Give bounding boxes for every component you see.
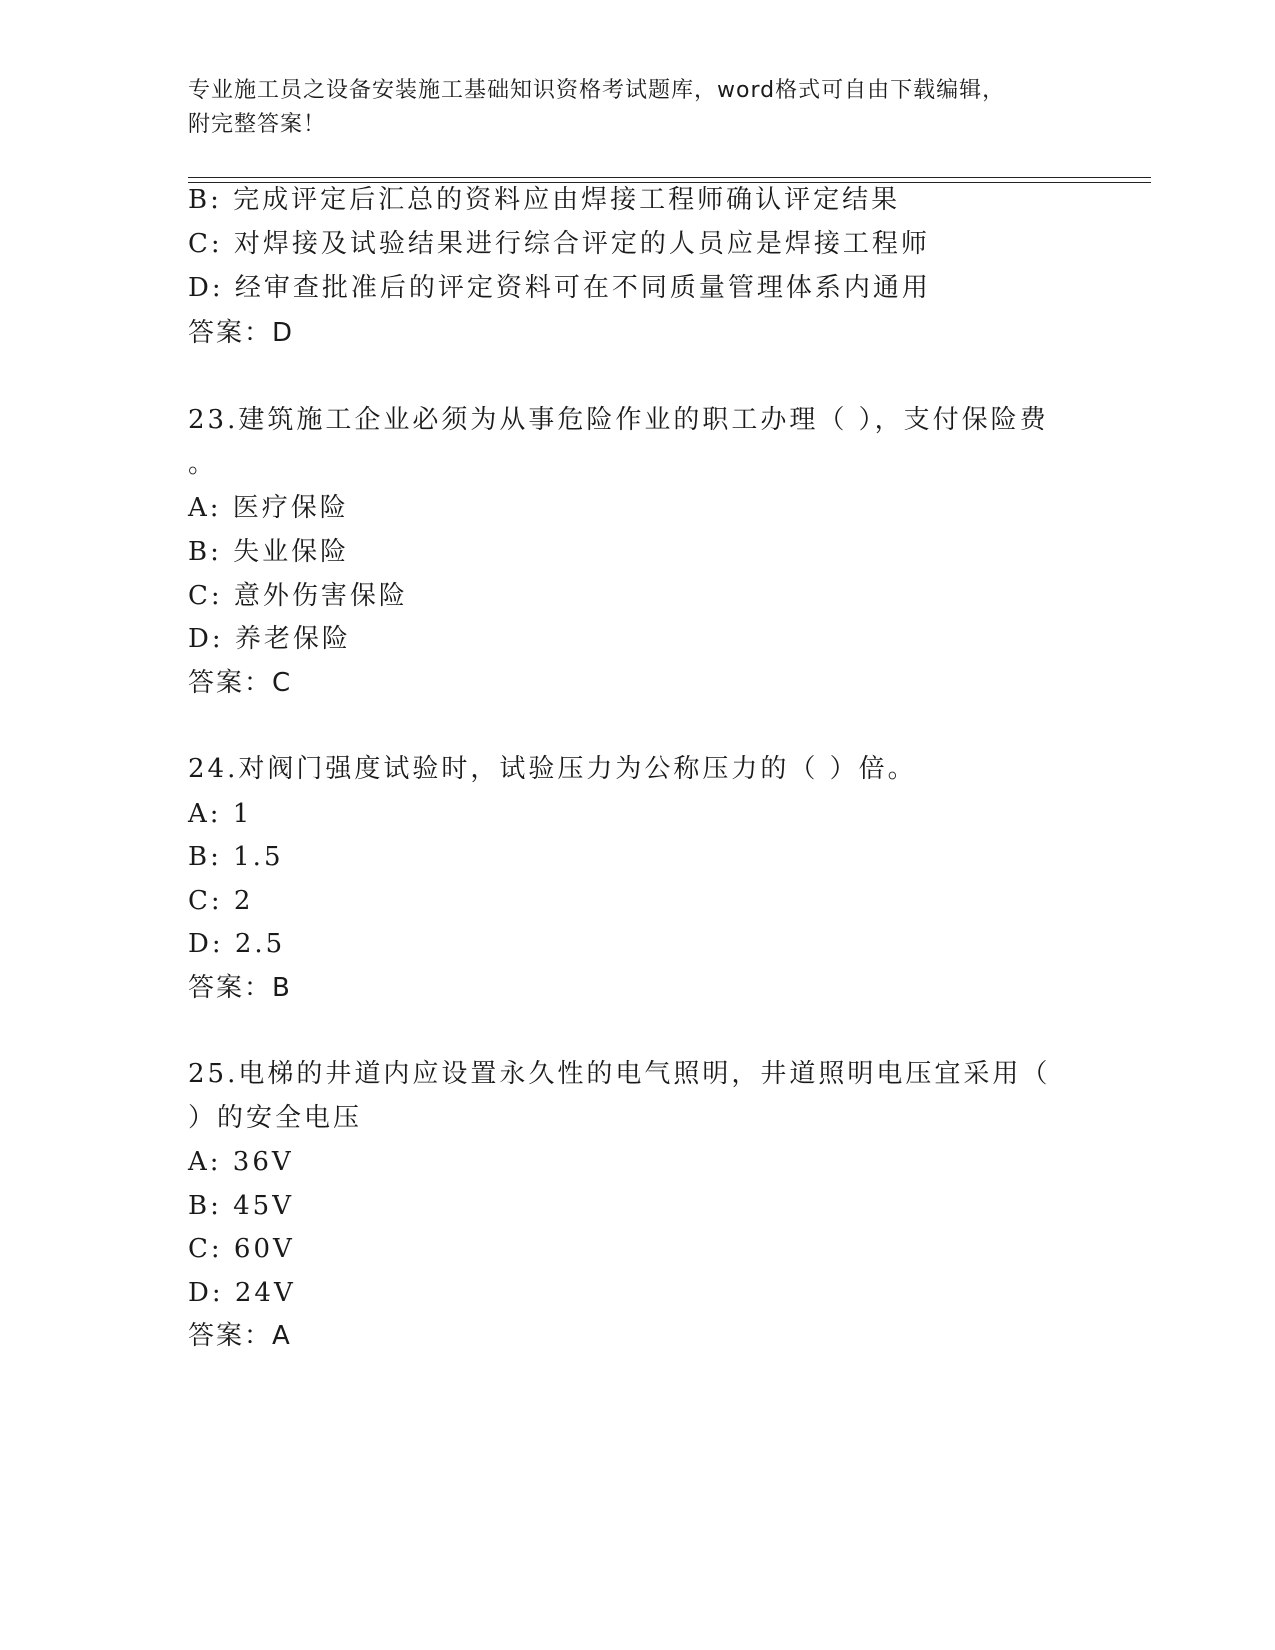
q24-stem-line-1: 24.对阀门强度试验时，试验压力为公称压力的（ ）倍。 — [188, 754, 917, 784]
q24-option-a: A: 1 — [188, 799, 253, 829]
q25-option-a: A: 36V — [188, 1147, 294, 1177]
q23-option-d: D: 养老保险 — [188, 624, 351, 654]
q23-stem-line-1: 23.建筑施工企业必须为从事危险作业的职工办理（ ），支付保险费 — [188, 405, 1049, 435]
q23-answer: 答案：C — [188, 668, 293, 698]
q24-option-c: C: 2 — [188, 886, 254, 916]
q24-option-d: D: 2.5 — [188, 929, 286, 959]
q23-option-a: A: 医疗保险 — [188, 493, 349, 523]
q23-stem-line-2: 。 — [188, 449, 218, 479]
q23-option-b: B: 失业保险 — [188, 537, 350, 567]
q25-option-b: B: 45V — [188, 1191, 294, 1221]
document-header — [188, 74, 1088, 142]
header-line-1: 专业施工员之设备安装施工基础知识资格考试题库，word格式可自由下载编辑， — [188, 78, 1006, 103]
q25-option-d: D: 24V — [188, 1278, 296, 1308]
q25-stem-line-1: 25.电梯的井道内应设置永久性的电气照明，井道照明电压宜采用（ — [188, 1059, 1051, 1089]
q22-answer: 答案：D — [188, 318, 295, 348]
q22-option-d: D: 经审查批准后的评定资料可在不同质量管理体系内通用 — [188, 273, 931, 303]
q22-option-b: B: 完成评定后汇总的资料应由焊接工程师确认评定结果 — [188, 185, 901, 215]
q24-option-b: B: 1.5 — [188, 842, 284, 872]
q25-stem-line-2: ）的安全电压 — [188, 1103, 363, 1133]
q25-option-c: C: 60V — [188, 1234, 295, 1264]
q25-answer: 答案：A — [188, 1321, 292, 1351]
q22-option-c: C: 对焊接及试验结果进行综合评定的人员应是焊接工程师 — [188, 229, 930, 259]
q23-option-c: C: 意外伤害保险 — [188, 581, 408, 611]
q24-answer: 答案：B — [188, 973, 292, 1003]
header-divider-top — [188, 177, 1151, 178]
header-line-2: 附完整答案！ — [188, 112, 327, 137]
